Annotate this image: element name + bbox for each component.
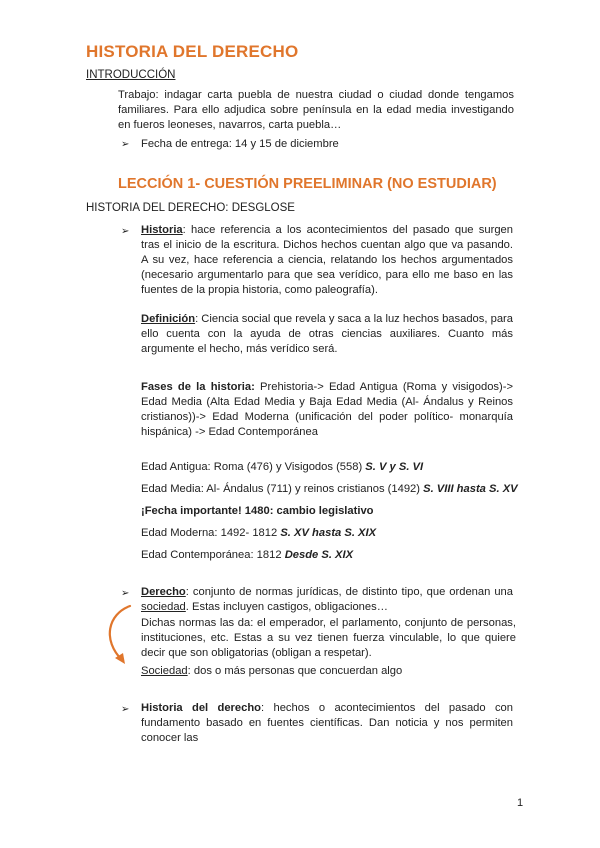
sociedad-word: sociedad — [141, 601, 186, 613]
intro-heading: INTRODUCCIÓN — [86, 69, 176, 81]
lesson-title: LECCIÓN 1- CUESTIÓN PREELIMINAR (NO ESTUDIAR) — [118, 176, 497, 192]
historia-text: : hace referencia a los acontecimientos del pasado que surgen tras el inicio de la escritura. Dichos hechos cuentan algo que va pasando. A su vez, hace referencia a ciencia, relatando los hechos argumentados (necesario argumentarlo para que sea verídico, para ello me baso en las fuentes de la propia historia, como paleografía). — [141, 224, 513, 296]
historia-derecho-term: Historia del derecho — [141, 702, 262, 714]
arrow-bullet-icon: ➢ — [121, 704, 130, 715]
age-century: Desde S. XIX — [284, 549, 354, 561]
derecho-term: Derecho — [141, 586, 186, 598]
arrow-bullet-icon: ➢ — [121, 226, 130, 237]
important-date: ¡Fecha importante! 1480: cambio legislativo — [141, 505, 374, 517]
historia-derecho-text: : hechos o acontecimientos del pasado con fundamento basado en fuentes científicas. Dan noticia y nos permiten conocer las — [141, 702, 513, 744]
definicion-text: : Ciencia social que revela y saca a la luz hechos basados, para ello cuenta con la ayuda de otras ciencias auxiliares. Cuanto más argumente el hecho, más verídico será. — [141, 313, 513, 355]
document-title: HISTORIA DEL DERECHO — [86, 42, 299, 61]
historia-derecho-paragraph — [141, 701, 513, 746]
sociedad-text: : dos o más personas que concuerdan algo — [187, 665, 403, 677]
curved-arrow-icon — [100, 602, 144, 672]
age-line — [141, 548, 521, 563]
section-title: HISTORIA DEL DERECHO: DESGLOSE — [86, 202, 295, 214]
age-century: S. VIII hasta S. XV — [423, 483, 518, 495]
age-text: Edad Moderna: 1492- 1812 — [141, 527, 281, 539]
intro-paragraph: Trabajo: indagar carta puebla de nuestra ciudad o ciudad donde tengamos familiares. Para ello adjudica sobre península en la edad media investigando en fueros leoneses, navarros, carta puebla… — [118, 89, 514, 131]
age-line — [141, 482, 521, 497]
definicion-term: Definición — [141, 313, 196, 325]
age-text: Edad Media: Al- Ándalus (711) y reinos cristianos (1492) — [141, 483, 424, 495]
derecho-paragraph — [141, 585, 513, 615]
age-line — [141, 460, 521, 475]
age-line — [141, 504, 521, 519]
due-date-bullet: Fecha de entrega: 14 y 15 de diciembre — [141, 138, 339, 150]
normas-paragraph: Dichas normas las da: el emperador, el parlamento, conjunto de personas, instituciones, etc. Estas a su vez tienen fuerza vinculable, lo que quiere decir que son obligatorias (obligan a respetar). — [141, 617, 516, 659]
age-text: Edad Contemporánea: 1812 — [141, 549, 285, 561]
fases-text: Prehistoria-> Edad Antigua (Roma y visigodos)-> Edad Media (Alta Edad Media y Baja Edad Media (Al- Ándalus y Reinos cristianos))-> Edad Moderna (unificación del poder político- monarquía hispánica) -> Edad Contemporánea — [141, 381, 513, 438]
sociedad-paragraph — [141, 664, 513, 679]
age-text: Edad Antigua: Roma (476) y Visigodos (558) — [141, 461, 366, 473]
historia-paragraph — [141, 223, 513, 298]
age-century: S. V y S. VI — [365, 461, 424, 473]
fases-paragraph — [141, 380, 513, 440]
age-line — [141, 526, 521, 541]
sociedad-term: Sociedad — [141, 665, 188, 677]
age-century: S. XV hasta S. XIX — [280, 527, 377, 539]
definicion-paragraph — [141, 312, 513, 357]
arrow-bullet-icon: ➢ — [121, 588, 130, 599]
derecho-text-end: . Estas incluyen castigos, obligaciones… — [185, 601, 388, 613]
derecho-text: : conjunto de normas jurídicas, de distinto tipo, que ordenan una — [185, 586, 513, 598]
page-number: 1 — [517, 797, 524, 809]
fases-term: Fases de la historia: — [141, 381, 255, 393]
arrow-bullet-icon: ➢ — [121, 139, 130, 150]
historia-term: Historia — [141, 224, 183, 236]
